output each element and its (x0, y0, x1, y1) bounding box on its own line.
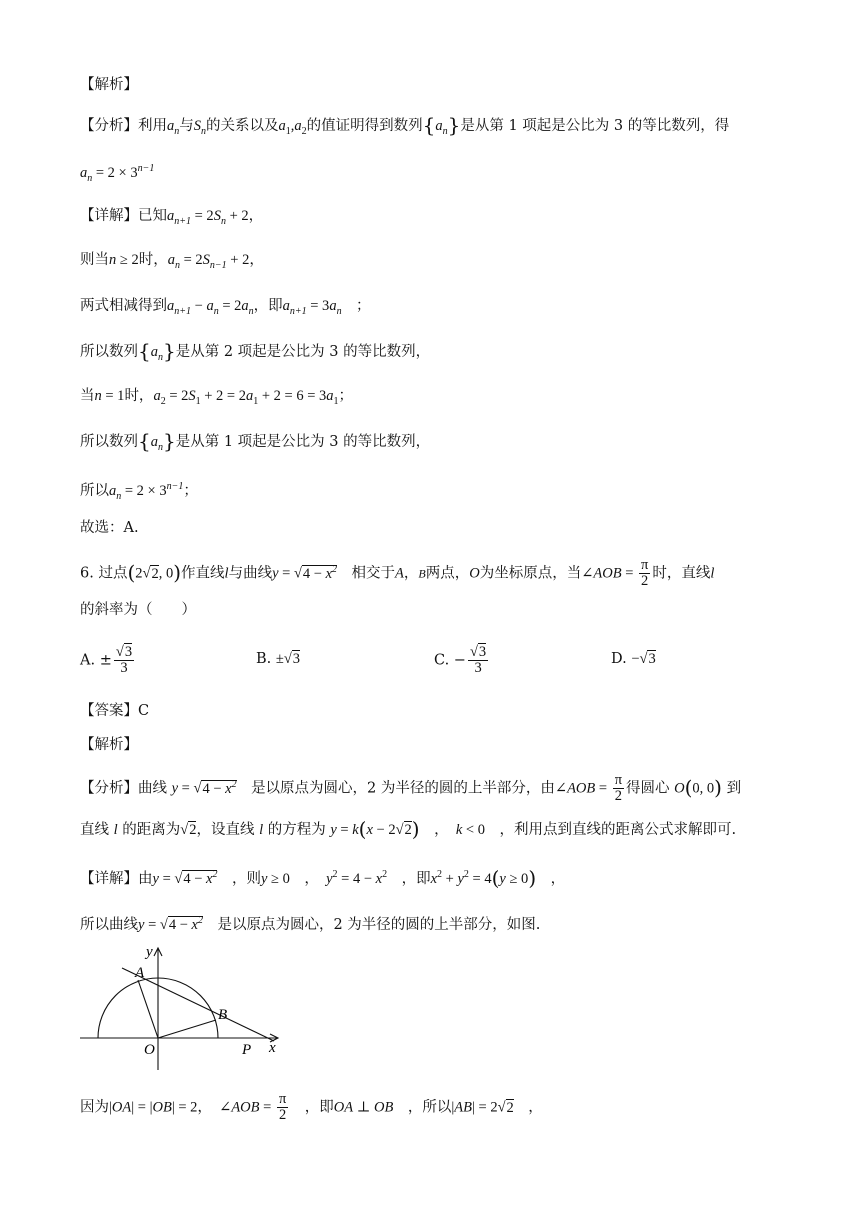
detail-line-2: 则当n ≥ 2时，$a_n = 2S_{n-1} + 2$， (80, 252, 264, 271)
label-o: O (144, 1042, 155, 1058)
detail-2-line-1: 【详解】由$y = √4 - x^2$ ，则y ≥ 0 ， $y^2 = 4 - x^2$ ，即$x^2 + y^2 = 4(y \ge 0)$ ， (80, 865, 566, 890)
segment-ob (158, 1020, 216, 1038)
detail-line-4: 所以数列$\{a_n\}$是从第 2 项起是公比为 3 的等比数列， (80, 339, 431, 363)
heading-analysis: 【解析】 (80, 77, 138, 93)
semicircle-figure (78, 940, 298, 1075)
option-c[interactable]: C. − $\frac{√3}{3}$ (434, 644, 487, 676)
detail-2-line-3: 因为|OA| = |OB| = 2， ∠AOB = $\frac{\pi}{2}$ ，即OA ⊥ OB ，所以|AB| = 2√2 ， (80, 1091, 543, 1123)
label-p: P (242, 1042, 252, 1058)
detail-line-3: 两式相减得到$a_{n+1} - a_n = 2a_n$，即$a_{n+1} = 3a_n$ ； (80, 298, 371, 317)
label-x: x (269, 1040, 276, 1056)
line-l (122, 968, 274, 1041)
choice-result: 故选：A. (80, 520, 139, 536)
detail-line-6: 所以数列$\{a_n\}$是从第 1 项起是公比为 3 的等比数列， (80, 429, 431, 453)
formula-an: $a_n = 2 \times 3^{n-1}$ (80, 163, 155, 184)
analysis-2-line-1: 【分析】曲线 $y = √4 - x^2$ 是以原点为圆心，2 为半径的圆的上半部分，由∠AOB = $\frac{\pi}{2}$ 得圆心 O(0, 0) 到 (80, 772, 742, 804)
heading-analysis-2: 【解析】 (80, 737, 138, 753)
option-a[interactable]: A. ± $\frac{√3}{3}$ (80, 644, 133, 676)
detail-2-line-2: 所以曲线$y = √4 - x^2$ 是以原点为圆心，2 为半径的圆的上半部分，如图. (80, 915, 541, 933)
segment-oa (138, 980, 158, 1038)
question-6-line-2: 的斜率为（ ） (80, 602, 196, 618)
question-6-line-1: 6. 过点(2√2, 0)作直线l与曲线$y = √4 - x^2$ 相交于A，B两点，O为坐标原点，当∠AOB = $\frac{\pi}{2}$ 时，直线l (80, 557, 715, 589)
analysis-2-line-2: 直线 l 的距离为√2，设直线 l 的方程为 y = k(x − 2√2) ， k < 0 ，利用点到直线的距离公式求解即可. (80, 817, 737, 841)
label-a: A (135, 965, 145, 981)
label-b: B (218, 1007, 228, 1023)
answer: 【答案】C (80, 703, 150, 719)
option-d[interactable]: D. −√3 (611, 651, 656, 667)
analysis-line-1: 【分析】利用$a_n$与$S_n$的关系以及$a_1,a_2$的值证明得到数列$\{a_n\}$是从第 1 项起是公比为 3 的等比数列，得 (80, 113, 730, 137)
detail-line-7: 所以$a_n = 2 \times 3^{n-1}$； (80, 481, 198, 502)
detail-line-5: 当n = 1时，$a_2 = 2S_1 + 2 = 2a_1 + 2 = 6 = 3a_1$； (80, 388, 354, 407)
option-b[interactable]: B. ±√3 (256, 651, 301, 667)
label-y: y (146, 944, 153, 960)
detail-line-1: 【详解】已知$a_{n+1} = 2S_n + 2$， (80, 208, 264, 227)
